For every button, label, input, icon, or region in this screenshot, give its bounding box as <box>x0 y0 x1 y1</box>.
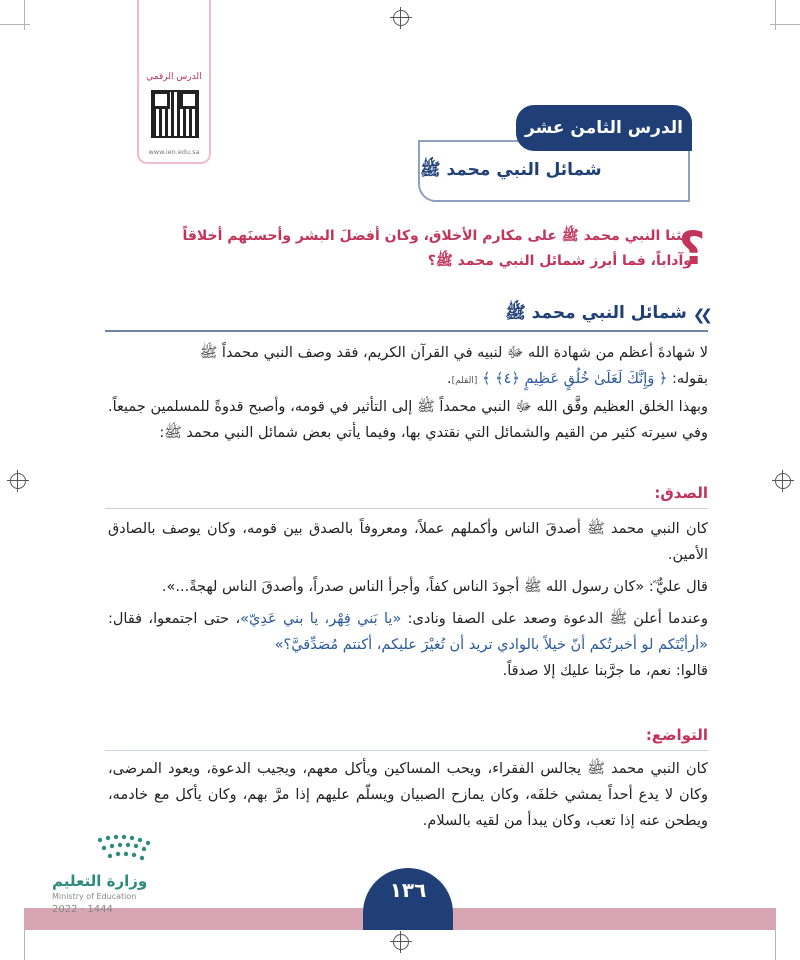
crop-mark <box>0 24 30 25</box>
text: ، حتى اجتمعوا، فقال: <box>108 611 241 627</box>
intro-line: وآداباً، فما أبرز شمائل النبي محمد ﷺ؟ <box>427 253 692 269</box>
paragraph: قالوا: نعم، ما جرَّبنا عليك إلا صدقاً. <box>502 663 708 679</box>
double-chevron-icon: ❯❯ <box>692 305 708 324</box>
registration-mark-icon <box>393 934 409 950</box>
hadith-quote: «أرأيْتَكم لو أخبرتُكم أنّ خيلاً بالوادي تريد أن تُغيْرَ عليكم، أكنتم مُصَدِّقيَّ؟» <box>274 637 708 653</box>
section-title <box>505 302 708 327</box>
subheading-tawadu: التواضع: <box>645 726 708 744</box>
ministry-name-en: Ministry of Education <box>52 892 137 901</box>
page-number: ١٣٦ <box>363 868 453 930</box>
section-divider <box>105 330 708 332</box>
paragraph <box>108 574 708 600</box>
svg-text:؟: ؟ <box>678 221 706 275</box>
text: وعندما أعلن ﷺ الدعوة وصعد على الصفا ونادى: <box>401 611 708 627</box>
paragraph <box>108 366 708 394</box>
paragraph: كان النبي محمد ﷺ يجالس الفقراء، ويحب المساكين ويأكل معهم، ويجيب الدعوة، ويعود المرضى، وكان لا يدع أحداً يمشي خلفَه، وكان يمازح الصبيان ويسلّم عليهم إذا مرَّ بهم، وكان يأكل مع خادمه، ويطحن عنه إذا تعب، وكان يبدأ من لقيه بالسلام. <box>108 761 708 829</box>
hadith-quote: «كان رسول الله ﷺ أجودَ الناس كفاً، وأجرأ الناس صدراً، وأصدقَ الناس لهجةً...» <box>166 579 645 595</box>
digital-lesson-url[interactable]: www.ien.edu.sa <box>148 148 200 156</box>
crop-mark <box>775 930 776 960</box>
lesson-title: شمائل النبي محمد ﷺ <box>418 140 690 202</box>
crop-mark <box>24 0 25 30</box>
ministry-name-ar: وزارة التعليم <box>52 872 148 890</box>
registration-mark-icon <box>775 473 791 489</box>
body-intro <box>108 340 708 446</box>
paragraph: لا شهادةَ أعظم من شهادة الله ﷻ لنبيه في القرآن الكريم، فقد وصف النبي محمداً ﷺ <box>199 345 708 361</box>
paragraph: كان النبي محمد ﷺ أصدقَ الناس وأكملهم عملاً، ومعروفاً بالصدق بين قومه، وكان يوصف بالصادق الأمين. <box>108 521 708 563</box>
tawadu-body <box>108 756 708 834</box>
paragraph <box>108 606 708 658</box>
ministry-logo <box>44 832 164 915</box>
text: . <box>161 579 167 595</box>
qr-code-icon[interactable] <box>151 90 199 138</box>
verse-reference: [القلم] <box>451 376 478 386</box>
subheading-sidq: الصدق: <box>654 484 708 502</box>
section-title-text: شمائل النبي محمد ﷺ <box>505 303 687 323</box>
edition-year: 2022 - 1444 <box>52 904 113 915</box>
digital-lesson-card[interactable] <box>137 0 211 164</box>
hadith-quote: «يا بَني فِهْر، يا بني عَدِيّ» <box>240 611 402 627</box>
intro-line: حثنا النبي محمد ﷺ على مكارم الأخلاق، وكان أفضلَ البشر وأحسنَهم أخلاقاً <box>182 228 692 244</box>
paragraph: وبهذا الخلق العظيم وفَّق الله ﷻ النبي محمداً ﷺ إلى التأثير في قومه، وأصبح قدوةً للمسلمين جميعاً. وفي سيرته كثير من القيم والشمائل التي نقتدي بها، وفيما يأتي بعض شمائل النبي محمد ﷺ: <box>108 399 708 441</box>
crop-mark <box>775 0 776 30</box>
text: . <box>446 371 452 387</box>
registration-mark-icon <box>393 10 409 26</box>
crop-mark <box>24 930 25 960</box>
registration-mark-icon <box>10 473 26 489</box>
text: قال عليٌّ ؓ: <box>644 579 708 595</box>
sidq-body <box>108 516 708 684</box>
ministry-emblem-icon <box>94 832 154 868</box>
digital-lesson-label: الدرس الرقمي <box>146 72 202 82</box>
text: بقوله: <box>667 371 708 387</box>
intro-question <box>92 224 692 274</box>
quran-verse: ﴿ وَإِنَّكَ لَعَلَىٰ خُلُقٍ عَظِيمٍ ﴿٤﴾ ﴾ <box>481 371 668 387</box>
subheading-divider <box>105 508 708 509</box>
lesson-number: الدرس الثامن عشر <box>516 105 692 151</box>
subheading-divider <box>105 750 708 751</box>
crop-mark <box>770 24 800 25</box>
